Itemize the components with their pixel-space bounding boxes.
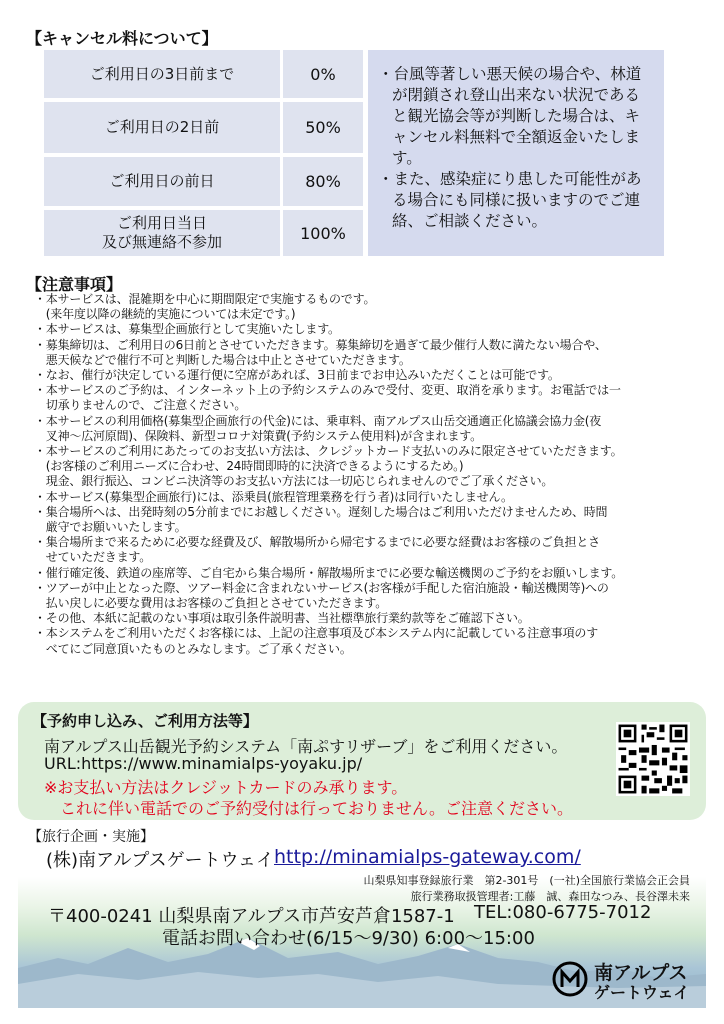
cancel-row-label: ご利用日の前日 bbox=[44, 157, 280, 206]
notices-list bbox=[34, 292, 702, 657]
notice-line: (お客様のご利用ニーズに合わせ、24時間即時的に決済できるようにするため。) bbox=[34, 459, 464, 474]
notice-line: ・なお、催行が決定している運行便に空席があれば、3日前までお申込みいただくことは可能です。 bbox=[34, 368, 560, 383]
operator-title: 【旅行企画・実施】 bbox=[28, 829, 154, 845]
company-logo bbox=[552, 958, 702, 1000]
cancel-row bbox=[44, 157, 364, 206]
notice-line: ・集合場所へは、出発時刻の5分前までにお越しください。遅刻した場合はご利用いただけませんため、時間 bbox=[34, 504, 608, 519]
notice-line: 切承りませんので、ご注意ください。 bbox=[34, 398, 247, 413]
notice-line: (来年度以降の継続的実施については未定です。) bbox=[34, 307, 296, 322]
notice-line: 厳守でお願いいたします。 bbox=[34, 520, 187, 535]
notice-line: 現金、銀行振込、コンビニ決済等のお支払い方法には一切応じられませんのでご了承ください。 bbox=[34, 474, 554, 489]
notice-line: ・本サービスは、募集型企画旅行として実施いたします。 bbox=[34, 322, 340, 337]
phone-note: これに伴い電話でのご予約受付は行っておりません。ご注意ください。 bbox=[44, 799, 573, 818]
notice-line: ・本システムをご利用いただくお客様には、上記の注意事項及び本システム内に記載している注意事項のす bbox=[34, 626, 599, 641]
cancel-note: ・また、感染症にり患した可能性がある場合にも同様に扱いますのでご連絡、ご相談ください。 bbox=[378, 170, 642, 230]
notice-line: ・本サービスのご予約は、インターネット上の予約システムのみで受付、変更、取消を承ります。お電話では一 bbox=[34, 383, 621, 398]
notice-line: べてにご同意頂いたものとみなします。ご了承ください。 bbox=[34, 641, 352, 656]
notice-line: ・催行確定後、鉄道の座席等、ご自宅から集合場所・解散場所までに必要な輸送機関のご予約をお願いします。 bbox=[34, 565, 624, 580]
manager-text: 旅行業務取扱管理者:工藤 誠、森田なつみ、長谷澤未来 bbox=[410, 890, 690, 903]
cancel-row-rate: 50% bbox=[283, 102, 363, 153]
cancel-row bbox=[44, 210, 364, 256]
operator-address: 〒400-0241 山梨県南アルプス市芦安芦倉1587-1 bbox=[48, 906, 455, 927]
cancel-row bbox=[44, 50, 364, 98]
notice-line: 悪天候などで催行不可と判断した場合は中止とさせていただきます。 bbox=[34, 352, 411, 367]
cancel-section-title: 【キャンセル料について】 bbox=[26, 29, 218, 48]
registration-text: 山梨県知事登録旅行業 第2-301号 (一社)全国旅行業協会正会員 bbox=[363, 874, 690, 887]
cancel-row-rate: 80% bbox=[283, 157, 363, 206]
cancel-row-rate: 100% bbox=[283, 210, 363, 256]
notice-line: ・本サービスは、混雑期を中心に期間限定で実施するものです。 bbox=[34, 292, 376, 306]
logo-text-line2: ゲートウェイ bbox=[594, 983, 690, 1002]
notice-line: ・本サービスの利用価格(募集型企画旅行の代金)には、乗車料、南アルプス山岳交通適正化協議会協力金(夜 bbox=[34, 413, 602, 428]
cancel-notes bbox=[368, 50, 664, 256]
reservation-box bbox=[18, 702, 706, 820]
notice-line: 払い戻しに必要な費用はお客様のご負担とさせていただきます。 bbox=[34, 596, 388, 611]
notice-line: ・集合場所まで来るために必要な経費及び、解散場所から帰宅するまでに必要な経費はお客様のご負担とさ bbox=[34, 535, 600, 550]
reservation-title: 【予約申し込み、ご利用方法等】 bbox=[32, 712, 258, 730]
cancel-row-label: ご利用日の2日前 bbox=[44, 102, 280, 153]
reservation-url[interactable]: URL:https://www.minamialps-yoyaku.jp/ bbox=[44, 754, 363, 773]
logo-text-line1: 南アルプス bbox=[594, 962, 688, 984]
operator-url-link[interactable]: http://minamialps-gateway.com/ bbox=[274, 846, 581, 868]
cancel-row-label: ご利用日当日 及び無連絡不参加 bbox=[44, 210, 280, 256]
cancel-row-rate: 0% bbox=[283, 50, 363, 98]
notice-line: 叉神～広河原間)、保険料、新型コロナ対策費(予約システム使用料)が含まれます。 bbox=[34, 428, 482, 443]
phone-hours: 電話お問い合わせ(6/15～9/30) 6:00～15:00 bbox=[162, 928, 535, 949]
notice-line: ・募集締切は、ご利用日の6日前とさせていただきます。募集締切を過ぎて最少催行人数に満たない場合や、 bbox=[34, 337, 607, 352]
notice-line: せていただきます。 bbox=[34, 550, 152, 565]
cancel-note: ・台風等著しい悪天候の場合や、林道が閉鎖され登山出来ない状況であると観光協会等が判断した場合は、キャンセル料無料で全額返金いたします。 bbox=[378, 65, 642, 167]
reservation-system-text: 南アルプス山岳観光予約システム「南ぷすリザーブ」をご利用ください。 bbox=[44, 737, 568, 756]
operator-company: (株)南アルプスゲートウェイ bbox=[46, 850, 274, 871]
operator-tel: TEL:080-6775-7012 bbox=[474, 902, 652, 923]
company-logo-icon bbox=[552, 961, 588, 997]
qr-code-icon[interactable] bbox=[616, 722, 690, 796]
operator-section bbox=[18, 826, 706, 1008]
cancel-row bbox=[44, 102, 364, 153]
cancel-fee-table bbox=[44, 50, 664, 256]
notice-line: ・その他、本紙に記載のない事項は取引条件説明書、当社標準旅行業約款等をご確認下さい。 bbox=[34, 611, 530, 626]
notices-title: 【注意事項】 bbox=[26, 275, 123, 294]
cancel-row-label: ご利用日の3日前まで bbox=[44, 50, 280, 98]
payment-note: ※お支払い方法はクレジットカードのみ承ります。 bbox=[44, 778, 408, 797]
notice-line: ・本サービス(募集型企画旅行)には、添乗員(旅程管理業務を行う者)は同行いたしません。 bbox=[34, 489, 513, 504]
notice-line: ・本サービスのご利用にあたってのお支払い方法は、クレジットカード支払いのみに限定させていただきます。 bbox=[34, 444, 623, 459]
notice-line: ・ツアーが中止となった際、ツアー料金に含まれないサービス(お客様が手配した宿泊施設・輸送機関等)への bbox=[34, 580, 609, 595]
